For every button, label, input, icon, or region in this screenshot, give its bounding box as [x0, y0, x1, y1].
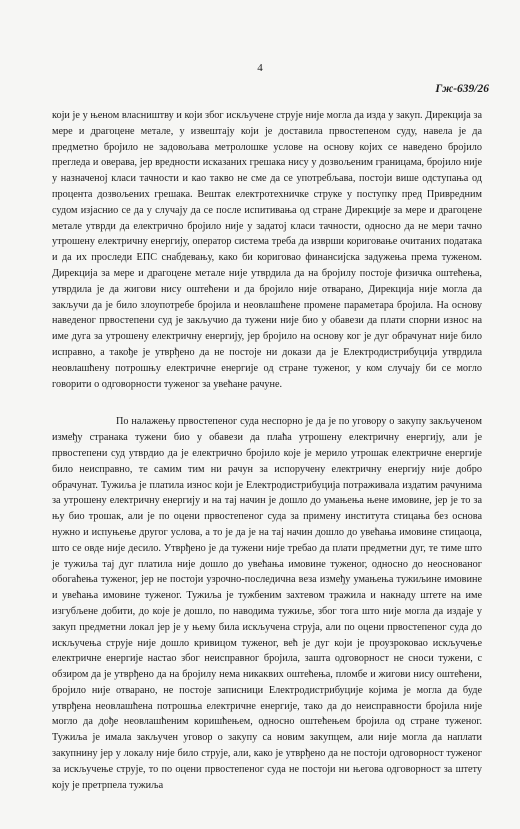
- case-number: Гж-639/26: [435, 83, 489, 95]
- document-body: [52, 108, 482, 793]
- page-number: 4: [257, 62, 263, 74]
- paragraph-1: који је у њеном власништву и који због искључене струје није могла да изда у закуп. Дирекција за мере и драгоцене метале, у извештају који је доставила првостепеном суду, навела је да предметно бројило не задовољава метролошке услове на основу којих се наведено бројило прегледа и оверава, јер вредности исказаних грешака нису у дозвољеним границама, бројило није у назначеној класи тачности и као такво не сме да се употребљава, постоји више одступања од процента дозвољених грешака. Вештак електротехничке струке у поступку пред Привредним судом изјаснио се да у случају да се после испитивања од стране Дирекције за мере и драгоцене метале утврди да електрично бројило није у задатој класи тачности, односно да не мери тачно утрошену електричну енергију, оператор система треба да изврши кориговање очитаних података и да их проследи ЕПС снабдевању, како би кориговао финансијска задужења према туженом. Дирекција за мере и драгоцене метале није утврдила да на бројилу постоје физичка оштећења, утврдила је да жигови нису оштећени и да бројило није отварано, Дирекција није могла да закључи да је било злоупотребе бројила и неовлашћене промене параметара бројила. На основу наведеног првостепени суд је закључио да тужени није био у обавези да плати спорни износ на име дуга за утрошену електричну енергију, јер бројило на основу ког је дуг обрачунат није било исправно, а такође је утврђено да не постоје ни докази да је Електродистрибуција утврдила неовлашћену потрошњу електричне енергије од стране туженог, у ком случају би се могло говорити о одговорности туженог за увећане рачуне.: [52, 110, 482, 390]
- paragraph-2: По налажењу првостепеног суда неспорно је да је по уговору о закупу закљученом између странака тужени био у обавези да плаћа утрошену електричну енергију, али је првостепени суд утврдио да је електрично бројило које је мерило утрошак електричне енергије било неисправно, те самим тим ни рачун за испоручену електричну енергију није добро обрачунат. Тужиља је платила износ који је Електродистрибуција потраживала издатим рачунима за утрошену електричну енергију и на тај начин је дошло до умањења њене имовине, јер је то за њу био трошак, али је по оцени првостепеног суда за примену института стицања без основа нужно и испуњење другог услова, а то је да је на тај начин дошло до увећања имовине стицаоца, што се овде није десило. Утврђено је да тужени није требао да плати предметни дуг, те тиме што је тужиља тај дуг платила није дошло до увећања имовине туженог, односно до неоснованог обогаћења туженог, јер не постоји узрочно-последична веза између умањења тужиљине имовине и увећања имовине туженог. Тужиља је тужбеним захтевом тражила и накнаду штете на име изгубљене добити, до које је дошло, по наводима тужиље, због тога што није могла да издаје у закуп предметни локал јер је у њему била искључена струја, али по оцени првостепеног суда до искључења струје није дошло кривицом туженог, већ је дуг који је проузроковао искључење електричне енергије настао због неисправног бројила, зашта одговорност не сноси тужени, с обзиром да је утврђено да на бројилу нема никаквих оштећења, пломбе и жигови нису оштећени, бројило није отварано, не постоје записници Електродистрибуције којима је могла да буде утврђена неовлашћена потрошња електричне енергије, тако да до неисправности бројила није могло да дође неовлашћеним коришћењем, односно оштећењем бројила од стране туженог. Тужиља је имала закључен уговор о закупу са новим закупцем, али није могла да наплати закупнину јер у локалу није било струје, али, како је утврђено да не постоји одговорност туженог за искључење струје, то по оцени првостепеног суда не постоји ни његова одговорност за штету коју је претрпела тужиља: [52, 416, 482, 791]
